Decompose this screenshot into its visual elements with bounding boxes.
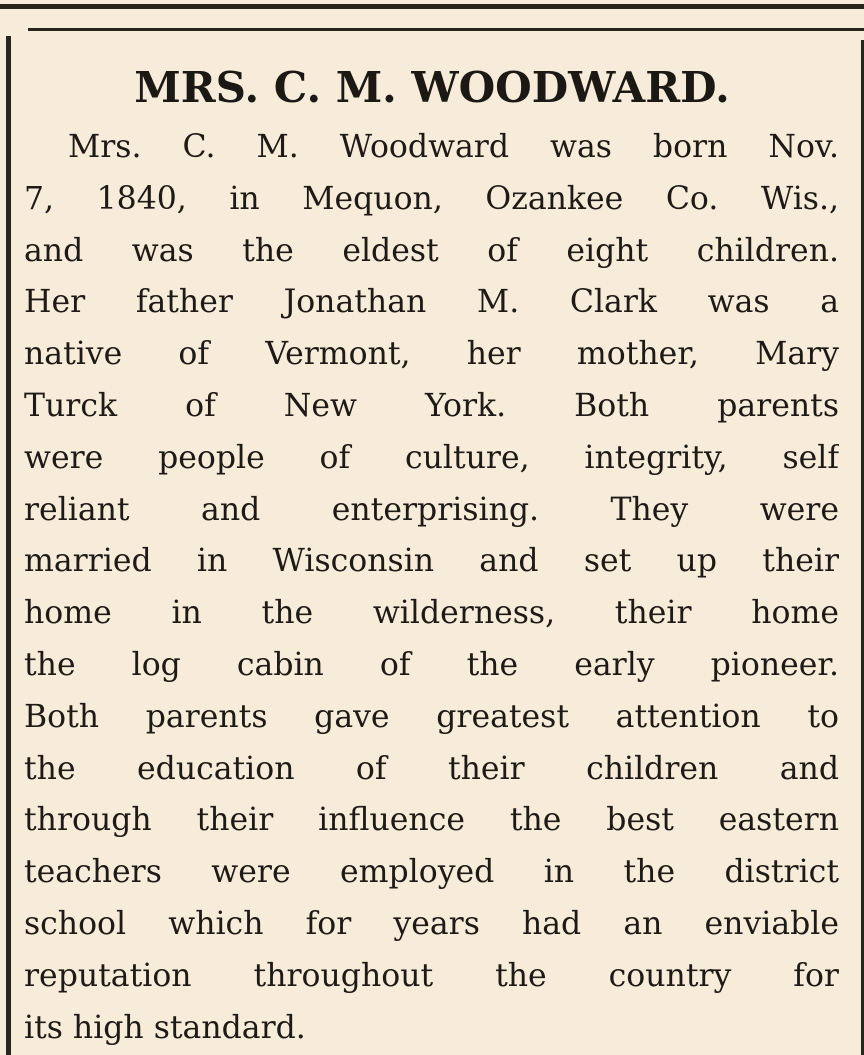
article-line: home in the wilderness, their home [24,595,839,632]
top-rule [0,4,864,9]
article-line: reputation throughout the country for [24,957,839,994]
article-line: the education of their children and [24,750,839,787]
article-line: Her father Jonathan M. Clark was a [24,284,839,321]
article-line: reliant and enterprising. They were [24,491,839,528]
article-headline: MRS. C. M. WOODWARD. [134,63,730,112]
article-line: married in Wisconsin and set up their [24,543,839,580]
article-line: through their influence the best eastern [24,802,839,839]
article-line: and was the eldest of eight children. [24,232,839,269]
column-top-rule [28,28,864,31]
article-line: its high standard. [24,1009,306,1046]
article-line: Mrs. C. M. Woodward was born Nov. [68,129,839,165]
article-line: Both parents gave greatest attention to [24,698,839,735]
article-body [24,122,839,1054]
article-line: Turck of New York. Both parents [24,387,839,424]
article-line: were people of culture, integrity, self [24,439,839,476]
article-line: 7, 1840, in Mequon, Ozankee Co. Wis., [24,180,839,217]
article-line: teachers were employed in the district [24,854,839,891]
article-line: school which for years had an enviable [24,905,839,942]
article-line: the log cabin of the early pioneer. [24,646,839,683]
left-column-rule [6,36,11,1055]
article-line: native of Vermont, her mother, Mary [24,336,839,373]
